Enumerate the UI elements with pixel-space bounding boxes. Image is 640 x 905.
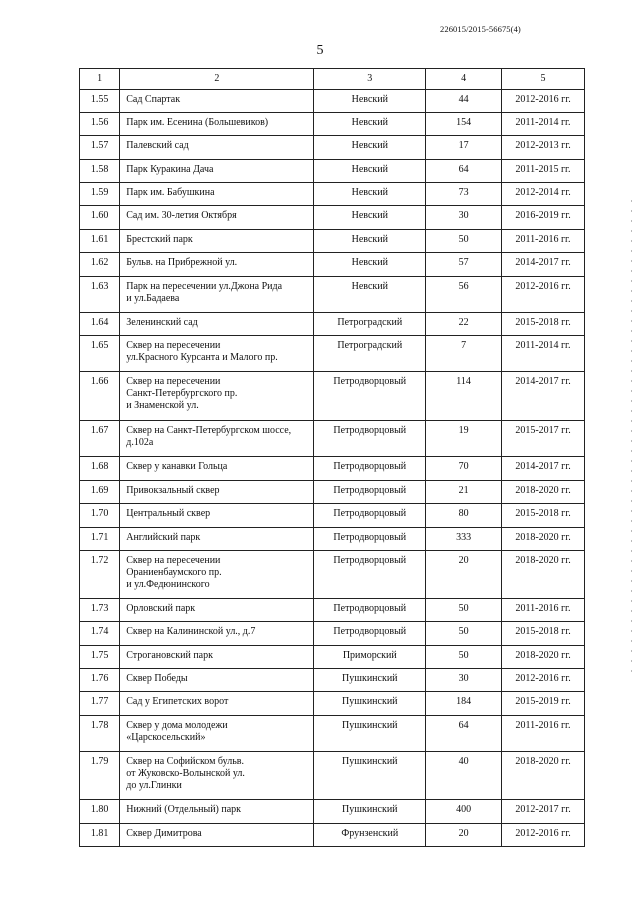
park-name xyxy=(120,800,314,824)
row-number: 1.58 xyxy=(80,160,120,183)
area-value: 50 xyxy=(426,646,502,669)
column-header: 2 xyxy=(120,69,314,90)
row-number: 1.70 xyxy=(80,504,120,528)
period: 2018-2020 гг. xyxy=(502,481,585,504)
district: Невский xyxy=(314,90,426,113)
table-row xyxy=(80,206,585,230)
park-name-line: д.102а xyxy=(126,437,154,448)
park-name-line: Палевский сад xyxy=(126,140,189,151)
park-name-line: Сквер у канавки Гольца xyxy=(126,461,228,472)
area-value: 21 xyxy=(426,481,502,504)
period: 2015-2018 гг. xyxy=(502,622,585,646)
park-name xyxy=(120,206,314,230)
park-name-line: Строгановский парк xyxy=(126,650,213,661)
district: Невский xyxy=(314,136,426,160)
table-row xyxy=(80,253,585,277)
district: Невский xyxy=(314,113,426,136)
period: 2012-2016 гг. xyxy=(502,277,585,313)
period: 2014-2017 гг. xyxy=(502,253,585,277)
period: 2011-2015 гг. xyxy=(502,160,585,183)
table-row xyxy=(80,277,585,313)
scan-fold-line xyxy=(631,200,632,680)
row-number: 1.80 xyxy=(80,800,120,824)
table-row xyxy=(80,599,585,622)
table-row xyxy=(80,183,585,206)
table-row xyxy=(80,160,585,183)
park-name xyxy=(120,622,314,646)
table-row xyxy=(80,692,585,716)
table-row xyxy=(80,716,585,752)
park-name-line: и ул.Федюнинского xyxy=(126,579,210,590)
period: 2014-2017 гг. xyxy=(502,457,585,481)
period: 2018-2020 гг. xyxy=(502,646,585,669)
row-number: 1.64 xyxy=(80,313,120,336)
district: Пушкинский xyxy=(314,752,426,800)
park-name-line: ул.Красного Курсанта и Малого пр. xyxy=(126,352,278,363)
area-value: 64 xyxy=(426,716,502,752)
district: Невский xyxy=(314,183,426,206)
table-header-row xyxy=(80,69,585,90)
period: 2011-2014 гг. xyxy=(502,336,585,372)
table-row xyxy=(80,113,585,136)
park-name-line: Сквер Димитрова xyxy=(126,828,202,839)
park-name xyxy=(120,528,314,551)
area-value: 154 xyxy=(426,113,502,136)
park-name xyxy=(120,90,314,113)
park-name xyxy=(120,716,314,752)
row-number: 1.78 xyxy=(80,716,120,752)
row-number: 1.72 xyxy=(80,551,120,599)
period: 2015-2017 гг. xyxy=(502,421,585,457)
district: Невский xyxy=(314,160,426,183)
district: Пушкинский xyxy=(314,669,426,692)
table-row xyxy=(80,669,585,692)
park-name-line: Сад Спартак xyxy=(126,94,181,105)
period: 2011-2014 гг. xyxy=(502,113,585,136)
park-name-line: Сквер на пересечении xyxy=(126,376,221,387)
area-value: 30 xyxy=(426,669,502,692)
table-row xyxy=(80,551,585,599)
row-number: 1.71 xyxy=(80,528,120,551)
period: 2012-2017 гг. xyxy=(502,800,585,824)
park-name xyxy=(120,253,314,277)
table-row xyxy=(80,752,585,800)
park-name-line: Сквер на пересечении xyxy=(126,340,221,351)
park-name-line: Сквер на Софийском бульв. xyxy=(126,756,244,767)
row-number: 1.79 xyxy=(80,752,120,800)
park-name-line: до ул.Глинки xyxy=(126,780,182,791)
park-name-line: Сад им. 30-летия Октября xyxy=(126,210,237,221)
period: 2012-2016 гг. xyxy=(502,90,585,113)
park-name xyxy=(120,669,314,692)
area-value: 114 xyxy=(426,372,502,421)
area-value: 20 xyxy=(426,551,502,599)
district: Петродворцовый xyxy=(314,504,426,528)
park-name-line: от Жуковско-Волынской ул. xyxy=(126,768,245,779)
table-row xyxy=(80,481,585,504)
district: Петродворцовый xyxy=(314,528,426,551)
row-number: 1.63 xyxy=(80,277,120,313)
area-value: 22 xyxy=(426,313,502,336)
district: Невский xyxy=(314,230,426,253)
park-name xyxy=(120,692,314,716)
row-number: 1.68 xyxy=(80,457,120,481)
area-value: 400 xyxy=(426,800,502,824)
column-header: 1 xyxy=(80,69,120,90)
park-name-line: Сквер у дома молодежи xyxy=(126,720,228,731)
district: Невский xyxy=(314,206,426,230)
column-header: 4 xyxy=(426,69,502,90)
period: 2016-2019 гг. xyxy=(502,206,585,230)
area-value: 17 xyxy=(426,136,502,160)
table-row xyxy=(80,230,585,253)
period: 2015-2018 гг. xyxy=(502,504,585,528)
park-name-line: Сад у Египетских ворот xyxy=(126,696,229,707)
row-number: 1.77 xyxy=(80,692,120,716)
park-name-line: Центральный сквер xyxy=(126,508,211,519)
row-number: 1.73 xyxy=(80,599,120,622)
park-name-line: Английский парк xyxy=(126,532,201,543)
period: 2018-2020 гг. xyxy=(502,528,585,551)
period: 2011-2016 гг. xyxy=(502,599,585,622)
area-value: 20 xyxy=(426,824,502,847)
park-name-line: и Знаменской ул. xyxy=(126,400,199,411)
park-name-line: Бульв. на Прибрежной ул. xyxy=(126,257,238,268)
district: Пушкинский xyxy=(314,800,426,824)
area-value: 40 xyxy=(426,752,502,800)
table-row xyxy=(80,313,585,336)
period: 2018-2020 гг. xyxy=(502,551,585,599)
park-name xyxy=(120,113,314,136)
park-name-line: Зеленинский сад xyxy=(126,317,198,328)
park-name xyxy=(120,136,314,160)
park-name xyxy=(120,313,314,336)
park-name xyxy=(120,372,314,421)
park-name-line: Сквер на Санкт-Петербургском шоссе, xyxy=(126,425,292,436)
park-name-line: Парк им. Есенина (Большевиков) xyxy=(126,117,269,128)
district: Петродворцовый xyxy=(314,457,426,481)
park-name xyxy=(120,481,314,504)
park-name-line: Сквер на Калининской ул., д.7 xyxy=(126,626,256,637)
park-name xyxy=(120,421,314,457)
table-row xyxy=(80,622,585,646)
period: 2018-2020 гг. xyxy=(502,752,585,800)
district: Петроградский xyxy=(314,336,426,372)
park-name xyxy=(120,824,314,847)
area-value: 57 xyxy=(426,253,502,277)
row-number: 1.57 xyxy=(80,136,120,160)
row-number: 1.65 xyxy=(80,336,120,372)
table-row xyxy=(80,372,585,421)
document-id: 226015/2015-56675(4) xyxy=(440,24,521,34)
area-value: 44 xyxy=(426,90,502,113)
park-name-line: и ул.Бадаева xyxy=(126,293,180,304)
park-name-line: «Царскосельский» xyxy=(126,732,206,743)
row-number: 1.76 xyxy=(80,669,120,692)
area-value: 30 xyxy=(426,206,502,230)
park-name-line: Брестский парк xyxy=(126,234,193,245)
park-name xyxy=(120,160,314,183)
district: Петродворцовый xyxy=(314,551,426,599)
area-value: 50 xyxy=(426,622,502,646)
row-number: 1.62 xyxy=(80,253,120,277)
row-number: 1.56 xyxy=(80,113,120,136)
park-name xyxy=(120,277,314,313)
period: 2014-2017 гг. xyxy=(502,372,585,421)
area-value: 70 xyxy=(426,457,502,481)
district: Петродворцовый xyxy=(314,622,426,646)
park-name xyxy=(120,457,314,481)
area-value: 73 xyxy=(426,183,502,206)
area-value: 50 xyxy=(426,230,502,253)
area-value: 64 xyxy=(426,160,502,183)
park-name-line: Привокзальный сквер xyxy=(126,485,220,496)
district: Приморский xyxy=(314,646,426,669)
park-name-line: Сквер Победы xyxy=(126,673,188,684)
area-value: 333 xyxy=(426,528,502,551)
area-value: 80 xyxy=(426,504,502,528)
table-row xyxy=(80,421,585,457)
park-name-line: Санкт-Петербургского пр. xyxy=(126,388,238,399)
district: Петродворцовый xyxy=(314,481,426,504)
period: 2011-2016 гг. xyxy=(502,716,585,752)
park-name xyxy=(120,752,314,800)
area-value: 7 xyxy=(426,336,502,372)
area-value: 56 xyxy=(426,277,502,313)
park-name xyxy=(120,599,314,622)
park-name xyxy=(120,551,314,599)
table-row xyxy=(80,528,585,551)
table-row xyxy=(80,504,585,528)
park-name xyxy=(120,183,314,206)
period: 2012-2013 гг. xyxy=(502,136,585,160)
parks-table xyxy=(79,68,585,847)
table-row xyxy=(80,646,585,669)
page-number: 5 xyxy=(316,43,324,58)
period: 2015-2018 гг. xyxy=(502,313,585,336)
park-name-line: Ораниенбаумского пр. xyxy=(126,567,222,578)
row-number: 1.66 xyxy=(80,372,120,421)
row-number: 1.74 xyxy=(80,622,120,646)
area-value: 19 xyxy=(426,421,502,457)
table-row xyxy=(80,136,585,160)
district: Петродворцовый xyxy=(314,421,426,457)
table-row xyxy=(80,800,585,824)
period: 2012-2016 гг. xyxy=(502,669,585,692)
district: Петроградский xyxy=(314,313,426,336)
district: Пушкинский xyxy=(314,692,426,716)
period: 2015-2019 гг. xyxy=(502,692,585,716)
district: Невский xyxy=(314,253,426,277)
period: 2011-2016 гг. xyxy=(502,230,585,253)
district: Петродворцовый xyxy=(314,599,426,622)
row-number: 1.61 xyxy=(80,230,120,253)
row-number: 1.75 xyxy=(80,646,120,669)
park-name-line: Нижний (Отдельный) парк xyxy=(126,804,242,815)
district: Невский xyxy=(314,277,426,313)
row-number: 1.67 xyxy=(80,421,120,457)
park-name-line: Парк Куракина Дача xyxy=(126,164,214,175)
row-number: 1.60 xyxy=(80,206,120,230)
column-header: 3 xyxy=(314,69,426,90)
period: 2012-2016 гг. xyxy=(502,824,585,847)
park-name-line: Орловский парк xyxy=(126,603,196,614)
park-name xyxy=(120,504,314,528)
area-value: 50 xyxy=(426,599,502,622)
table-row xyxy=(80,457,585,481)
district: Фрунзенский xyxy=(314,824,426,847)
table-body xyxy=(80,90,585,847)
table-row xyxy=(80,824,585,847)
row-number: 1.59 xyxy=(80,183,120,206)
area-value: 184 xyxy=(426,692,502,716)
district: Петродворцовый xyxy=(314,372,426,421)
row-number: 1.69 xyxy=(80,481,120,504)
park-name-line: Парк им. Бабушкина xyxy=(126,187,215,198)
park-name-line: Парк на пересечении ул.Джона Рида xyxy=(126,281,283,292)
row-number: 1.55 xyxy=(80,90,120,113)
park-name xyxy=(120,646,314,669)
table-row xyxy=(80,336,585,372)
column-header: 5 xyxy=(502,69,585,90)
row-number: 1.81 xyxy=(80,824,120,847)
park-name-line: Сквер на пересечении xyxy=(126,555,221,566)
district: Пушкинский xyxy=(314,716,426,752)
park-name xyxy=(120,230,314,253)
table-row xyxy=(80,90,585,113)
park-name xyxy=(120,336,314,372)
period: 2012-2014 гг. xyxy=(502,183,585,206)
